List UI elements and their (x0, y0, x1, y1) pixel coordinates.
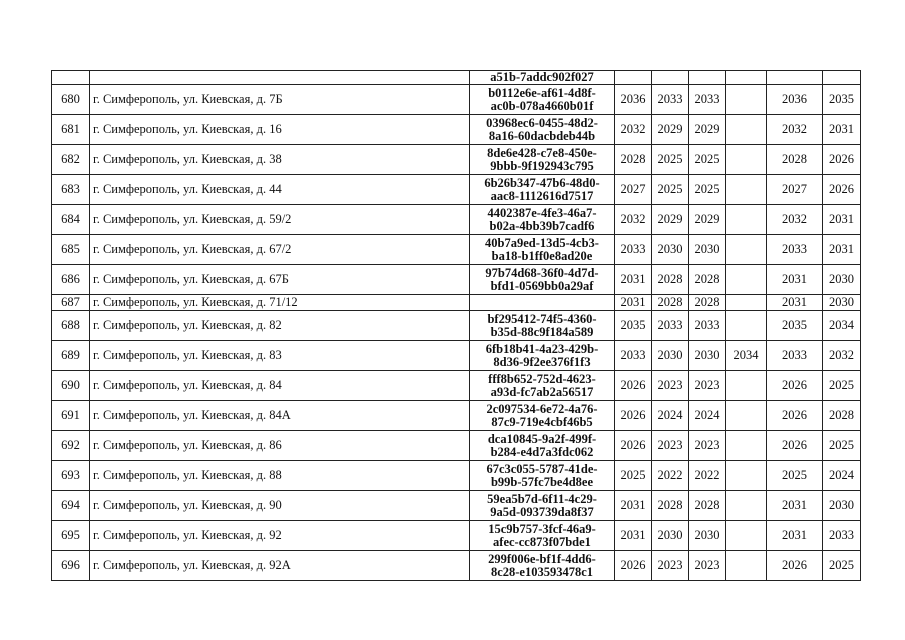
cell-year-2: 2030 (652, 341, 689, 371)
cell-year-5: 2031 (767, 265, 823, 295)
cell-year-2: 2025 (652, 175, 689, 205)
guid-line: ac0b-078a4660b01f (490, 98, 594, 113)
guid-line: 2c097534-6e72-4a76- (486, 401, 598, 416)
cell-year-1: 2036 (615, 85, 652, 115)
table-row (52, 491, 861, 521)
cell-address: г. Симферополь, ул. Киевская, д. 67/2 (90, 235, 470, 265)
cell-year-4 (726, 145, 767, 175)
cell-year-5: 2035 (767, 311, 823, 341)
cell-year-2: 2033 (652, 311, 689, 341)
cell-year-4 (726, 491, 767, 521)
cell-year-5: 2026 (767, 371, 823, 401)
guid-line: afec-cc873f07bde1 (493, 534, 591, 549)
guid-line: 9a5d-093739da8f37 (490, 504, 594, 519)
cell-year-3: 2028 (689, 265, 726, 295)
cell-guid (470, 431, 615, 461)
cell-num (52, 71, 90, 85)
cell-year-5: 2031 (767, 491, 823, 521)
guid-line: a93d-fc7ab2a56517 (490, 384, 594, 399)
guid-line: 6b26b347-47b6-48d0- (484, 175, 600, 190)
cell-year-1: 2026 (615, 431, 652, 461)
cell-year-2 (652, 71, 689, 85)
cell-year-4 (726, 205, 767, 235)
cell-year-3: 2025 (689, 145, 726, 175)
cell-num: 692 (52, 431, 90, 461)
guid-line: b99b-57fc7be4d8ee (490, 474, 594, 489)
cell-address: г. Симферополь, ул. Киевская, д. 44 (90, 175, 470, 205)
cell-year-6: 2026 (823, 175, 861, 205)
guid-line: fff8b652-752d-4623- (488, 371, 596, 386)
register-table (51, 70, 861, 581)
cell-year-3: 2023 (689, 431, 726, 461)
cell-year-6: 2030 (823, 265, 861, 295)
cell-year-6: 2030 (823, 491, 861, 521)
cell-year-1: 2026 (615, 551, 652, 581)
guid-line: 15c9b757-3fcf-46a9- (488, 521, 596, 536)
cell-year-4 (726, 401, 767, 431)
guid-line: 6fb18b41-4a23-429b- (485, 341, 599, 356)
table-row (52, 115, 861, 145)
table-row (52, 265, 861, 295)
cell-year-5: 2032 (767, 115, 823, 145)
cell-year-6: 2025 (823, 551, 861, 581)
cell-year-1: 2026 (615, 371, 652, 401)
cell-year-5: 2032 (767, 205, 823, 235)
cell-year-1: 2033 (615, 235, 652, 265)
cell-num: 696 (52, 551, 90, 581)
cell-num: 687 (52, 295, 90, 311)
cell-address: г. Симферополь, ул. Киевская, д. 83 (90, 341, 470, 371)
cell-num: 682 (52, 145, 90, 175)
cell-guid (470, 145, 615, 175)
cell-year-5: 2028 (767, 145, 823, 175)
cell-year-5: 2025 (767, 461, 823, 491)
cell-year-4 (726, 85, 767, 115)
cell-guid (470, 85, 615, 115)
cell-address: г. Симферополь, ул. Киевская, д. 67Б (90, 265, 470, 295)
guid-line: a51b-7addc902f027 (490, 70, 594, 84)
cell-address: г. Симферополь, ул. Киевская, д. 82 (90, 311, 470, 341)
cell-year-2: 2028 (652, 265, 689, 295)
cell-year-4 (726, 311, 767, 341)
cell-year-5: 2026 (767, 431, 823, 461)
cell-year-4 (726, 521, 767, 551)
guid-line: bfd1-0569bb0a29af (490, 278, 594, 293)
cell-guid (470, 235, 615, 265)
cell-year-6: 2028 (823, 401, 861, 431)
cell-year-1: 2033 (615, 341, 652, 371)
cell-year-1: 2031 (615, 491, 652, 521)
cell-num: 689 (52, 341, 90, 371)
cell-year-6: 2025 (823, 371, 861, 401)
cell-year-4 (726, 461, 767, 491)
cell-address: г. Симферополь, ул. Киевская, д. 84 (90, 371, 470, 401)
cell-year-6: 2026 (823, 145, 861, 175)
cell-num: 695 (52, 521, 90, 551)
cell-year-2: 2028 (652, 295, 689, 311)
guid-line: 9bbb-9f192943c795 (490, 158, 594, 173)
cell-year-5: 2033 (767, 341, 823, 371)
cell-year-2: 2023 (652, 551, 689, 581)
cell-num: 680 (52, 85, 90, 115)
cell-guid (470, 491, 615, 521)
cell-year-6 (823, 71, 861, 85)
cell-year-2: 2028 (652, 491, 689, 521)
cell-address: г. Симферополь, ул. Киевская, д. 90 (90, 491, 470, 521)
guid-line: 67c3c055-5787-41de- (486, 461, 598, 476)
cell-year-3: 2023 (689, 371, 726, 401)
cell-year-3 (689, 71, 726, 85)
table-row (52, 401, 861, 431)
cell-year-5: 2033 (767, 235, 823, 265)
cell-year-5: 2031 (767, 521, 823, 551)
cell-num: 683 (52, 175, 90, 205)
cell-year-3: 2030 (689, 235, 726, 265)
cell-year-5: 2026 (767, 401, 823, 431)
cell-year-3: 2028 (689, 491, 726, 521)
guid-line: 8a16-60dacbdeb44b (488, 128, 596, 143)
cell-year-2: 2025 (652, 145, 689, 175)
cell-year-2: 2023 (652, 431, 689, 461)
cell-guid (470, 461, 615, 491)
cell-guid (470, 295, 615, 311)
cell-year-5: 2036 (767, 85, 823, 115)
cell-year-5: 2026 (767, 551, 823, 581)
table-row (52, 551, 861, 581)
table-row (52, 145, 861, 175)
cell-address: г. Симферополь, ул. Киевская, д. 7Б (90, 85, 470, 115)
cell-num: 688 (52, 311, 90, 341)
guid-line: 8de6e428-c7e8-450e- (487, 145, 597, 160)
cell-year-4: 2034 (726, 341, 767, 371)
table-row (52, 521, 861, 551)
cell-year-2: 2023 (652, 371, 689, 401)
guid-line: b0112e6e-af61-4d8f- (488, 85, 596, 100)
cell-year-4 (726, 115, 767, 145)
guid-line: b02a-4bb39b7cadf6 (489, 218, 595, 233)
cell-year-1: 2027 (615, 175, 652, 205)
cell-year-6: 2035 (823, 85, 861, 115)
cell-guid (470, 71, 615, 85)
table-row (52, 85, 861, 115)
guid-line: 59ea5b7d-6f11-4c29- (487, 491, 597, 506)
table-row (52, 461, 861, 491)
guid-line: ba18-b1ff0e8ad20e (491, 248, 593, 263)
cell-year-6: 2031 (823, 115, 861, 145)
cell-year-3: 2023 (689, 551, 726, 581)
cell-year-4 (726, 295, 767, 311)
table-row (52, 295, 861, 311)
cell-year-1: 2031 (615, 521, 652, 551)
cell-year-1 (615, 71, 652, 85)
cell-year-2: 2033 (652, 85, 689, 115)
table-row (52, 341, 861, 371)
guid-line: 8d36-9f2ee376f1f3 (493, 354, 591, 369)
cell-year-1: 2035 (615, 311, 652, 341)
cell-year-3: 2033 (689, 311, 726, 341)
cell-address: г. Симферополь, ул. Киевская, д. 92 (90, 521, 470, 551)
cell-guid (470, 265, 615, 295)
guid-line: 299f006e-bf1f-4dd6- (488, 551, 596, 566)
guid-line: bf295412-74f5-4360- (487, 311, 597, 326)
cell-year-3: 2030 (689, 521, 726, 551)
guid-line: 87c9-719e4cbf46b5 (491, 414, 593, 429)
cell-year-4 (726, 175, 767, 205)
cell-address: г. Симферополь, ул. Киевская, д. 38 (90, 145, 470, 175)
cell-year-6: 2032 (823, 341, 861, 371)
table-row-continuation (52, 71, 861, 85)
cell-guid (470, 371, 615, 401)
cell-guid (470, 175, 615, 205)
cell-year-2: 2024 (652, 401, 689, 431)
cell-year-2: 2022 (652, 461, 689, 491)
cell-num: 693 (52, 461, 90, 491)
guid-line: b284-e4d7a3fdc062 (490, 444, 594, 459)
cell-address: г. Симферополь, ул. Киевская, д. 88 (90, 461, 470, 491)
cell-year-1: 2032 (615, 205, 652, 235)
table-row (52, 311, 861, 341)
cell-year-3: 2028 (689, 295, 726, 311)
cell-year-5: 2031 (767, 295, 823, 311)
cell-year-5 (767, 71, 823, 85)
cell-num: 690 (52, 371, 90, 401)
table-row (52, 431, 861, 461)
cell-year-3: 2025 (689, 175, 726, 205)
guid-line: b35d-88c9f184a589 (490, 324, 594, 339)
cell-year-1: 2031 (615, 265, 652, 295)
cell-year-4 (726, 265, 767, 295)
cell-guid (470, 311, 615, 341)
guid-line: aac8-1112616d7517 (490, 188, 594, 203)
cell-year-1: 2031 (615, 295, 652, 311)
cell-year-2: 2029 (652, 205, 689, 235)
cell-year-4 (726, 71, 767, 85)
cell-year-3: 2033 (689, 85, 726, 115)
cell-year-3: 2030 (689, 341, 726, 371)
cell-year-1: 2026 (615, 401, 652, 431)
cell-num: 686 (52, 265, 90, 295)
cell-guid (470, 205, 615, 235)
cell-year-4 (726, 371, 767, 401)
cell-year-2: 2030 (652, 521, 689, 551)
cell-year-2: 2030 (652, 235, 689, 265)
cell-address: г. Симферополь, ул. Киевская, д. 59/2 (90, 205, 470, 235)
guid-line: dca10845-9a2f-499f- (487, 431, 597, 446)
cell-num: 694 (52, 491, 90, 521)
cell-year-3: 2024 (689, 401, 726, 431)
cell-year-4 (726, 551, 767, 581)
table-row (52, 235, 861, 265)
cell-guid (470, 341, 615, 371)
cell-year-3: 2022 (689, 461, 726, 491)
cell-address: г. Симферополь, ул. Киевская, д. 16 (90, 115, 470, 145)
cell-year-4 (726, 235, 767, 265)
cell-year-6: 2033 (823, 521, 861, 551)
cell-year-4 (726, 431, 767, 461)
guid-line: 40b7a9ed-13d5-4cb3- (485, 235, 599, 250)
cell-address: г. Симферополь, ул. Киевская, д. 84А (90, 401, 470, 431)
table-row (52, 371, 861, 401)
table-body (52, 71, 861, 581)
cell-guid (470, 521, 615, 551)
cell-year-6: 2025 (823, 431, 861, 461)
guid-line: 4402387e-4fe3-46a7- (487, 205, 597, 220)
cell-num: 685 (52, 235, 90, 265)
cell-num: 681 (52, 115, 90, 145)
cell-year-6: 2031 (823, 235, 861, 265)
cell-address: г. Симферополь, ул. Киевская, д. 71/12 (90, 295, 470, 311)
cell-address (90, 71, 470, 85)
cell-num: 691 (52, 401, 90, 431)
guid-line: 8c28-e103593478c1 (490, 564, 594, 579)
cell-year-3: 2029 (689, 115, 726, 145)
cell-year-6: 2034 (823, 311, 861, 341)
cell-year-5: 2027 (767, 175, 823, 205)
cell-year-6: 2030 (823, 295, 861, 311)
cell-year-1: 2028 (615, 145, 652, 175)
cell-year-6: 2024 (823, 461, 861, 491)
cell-address: г. Симферополь, ул. Киевская, д. 92А (90, 551, 470, 581)
cell-guid (470, 551, 615, 581)
cell-year-1: 2025 (615, 461, 652, 491)
cell-year-3: 2029 (689, 205, 726, 235)
guid-line: 97b74d68-36f0-4d7d- (485, 265, 599, 280)
cell-year-2: 2029 (652, 115, 689, 145)
table-row (52, 205, 861, 235)
cell-year-1: 2032 (615, 115, 652, 145)
cell-year-6: 2031 (823, 205, 861, 235)
cell-guid (470, 115, 615, 145)
cell-num: 684 (52, 205, 90, 235)
guid-line: 03968ec6-0455-48d2- (486, 115, 598, 130)
cell-guid (470, 401, 615, 431)
cell-address: г. Симферополь, ул. Киевская, д. 86 (90, 431, 470, 461)
table-row (52, 175, 861, 205)
